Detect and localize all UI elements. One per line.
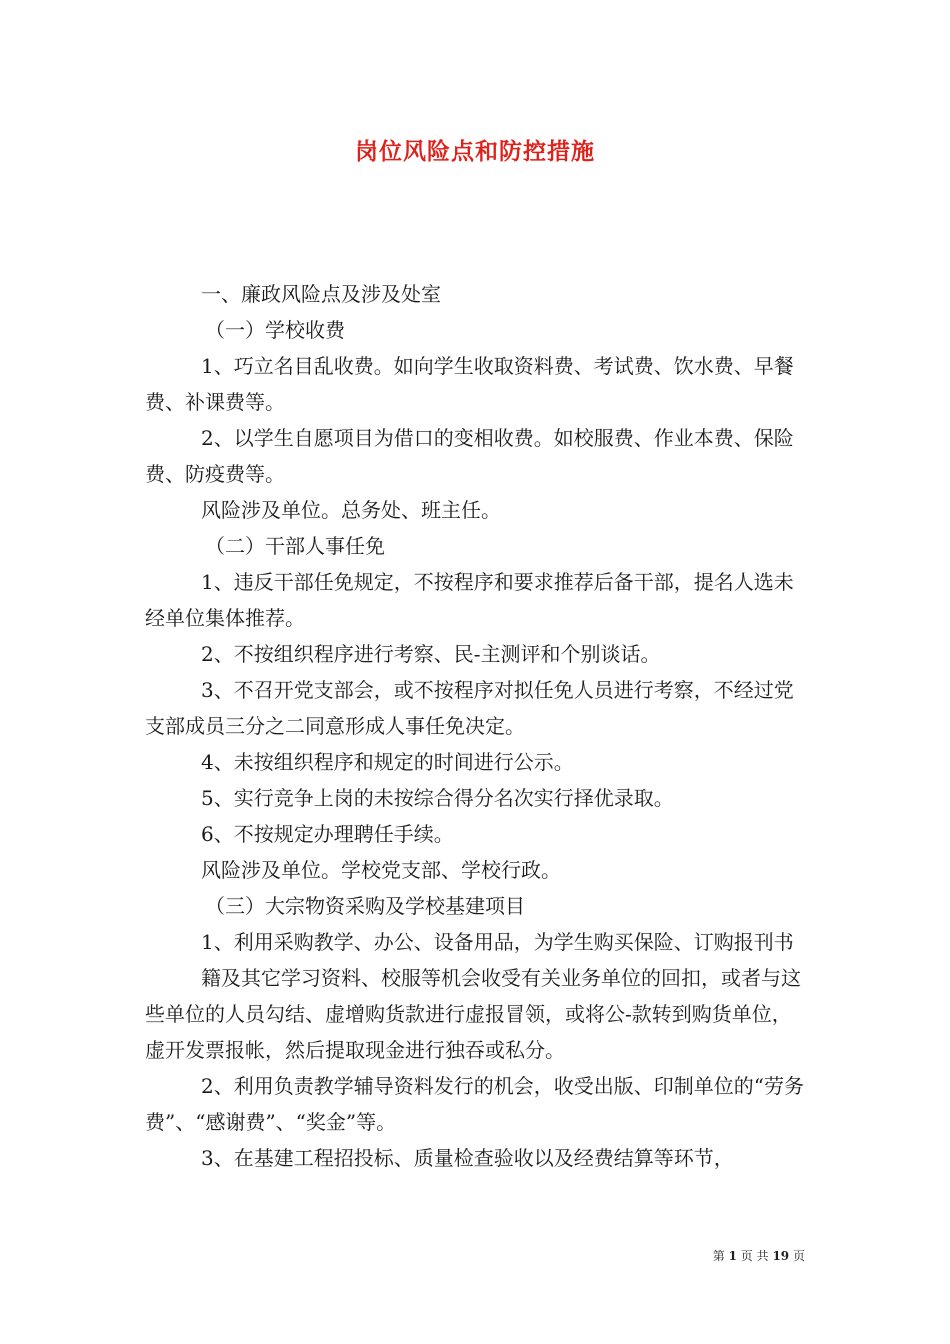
subsection-heading: （一）学校收费 <box>205 318 345 342</box>
paragraph: 6、不按规定办理聘任手续。 <box>201 822 454 846</box>
paragraph: 风险涉及单位。总务处、班主任。 <box>201 498 501 522</box>
paragraph: 籍及其它学习资料、校服等机会收受有关业务单位的回扣，或者与这些单位的人员勾结、虚增购货款进行虚报冒领，或将公-款转到购货单位，虚开发票报帐，然后提取现金进行独吞或私分。 <box>145 966 801 1062</box>
paragraph: 1、利用采购教学、办公、设备用品，为学生购买保险、订购报刊书 <box>201 930 794 954</box>
paragraph: 2、不按组织程序进行考察、民-主测评和个别谈话。 <box>201 642 661 666</box>
footer-middle: 页 共 <box>740 1249 769 1263</box>
subsection-heading: （二）干部人事任免 <box>205 534 385 558</box>
paragraph: 4、未按组织程序和规定的时间进行公示。 <box>201 750 574 774</box>
paragraph: 2、以学生自愿项目为借口的变相收费。如校服费、作业本费、保险费、防疫费等。 <box>145 426 794 486</box>
paragraph: 1、违反干部任免规定，不按程序和要求推荐后备干部，提名人选未经单位集体推荐。 <box>145 570 794 630</box>
paragraph: 3、不召开党支部会，或不按程序对拟任免人员进行考察，不经过党支部成员三分之二同意形成人事任免决定。 <box>145 678 794 738</box>
current-page-number: 1 <box>728 1249 737 1263</box>
subsection-heading: （三）大宗物资采购及学校基建项目 <box>205 894 525 918</box>
footer-suffix: 页 <box>792 1249 805 1263</box>
total-page-count: 19 <box>772 1249 790 1263</box>
page-footer <box>0 1247 805 1264</box>
paragraph: 风险涉及单位。学校党支部、学校行政。 <box>201 858 561 882</box>
paragraph: 1、巧立名目乱收费。如向学生收取资料费、考试费、饮水费、早餐费、补课费等。 <box>145 354 794 414</box>
paragraph: 2、利用负责教学辅导资料发行的机会，收受出版、印制单位的“劳务费”、“感谢费”、“奖金”等。 <box>145 1074 804 1134</box>
section-heading: 一、廉政风险点及涉及处室 <box>201 282 441 306</box>
document-title: 岗位风险点和防控措施 <box>355 138 595 165</box>
paragraph: 5、实行竞争上岗的未按综合得分名次实行择优录取。 <box>201 786 674 810</box>
paragraph: 3、在基建工程招投标、质量检查验收以及经费结算等环节， <box>201 1146 734 1170</box>
footer-prefix: 第 <box>712 1249 725 1263</box>
document-body <box>145 276 810 1176</box>
